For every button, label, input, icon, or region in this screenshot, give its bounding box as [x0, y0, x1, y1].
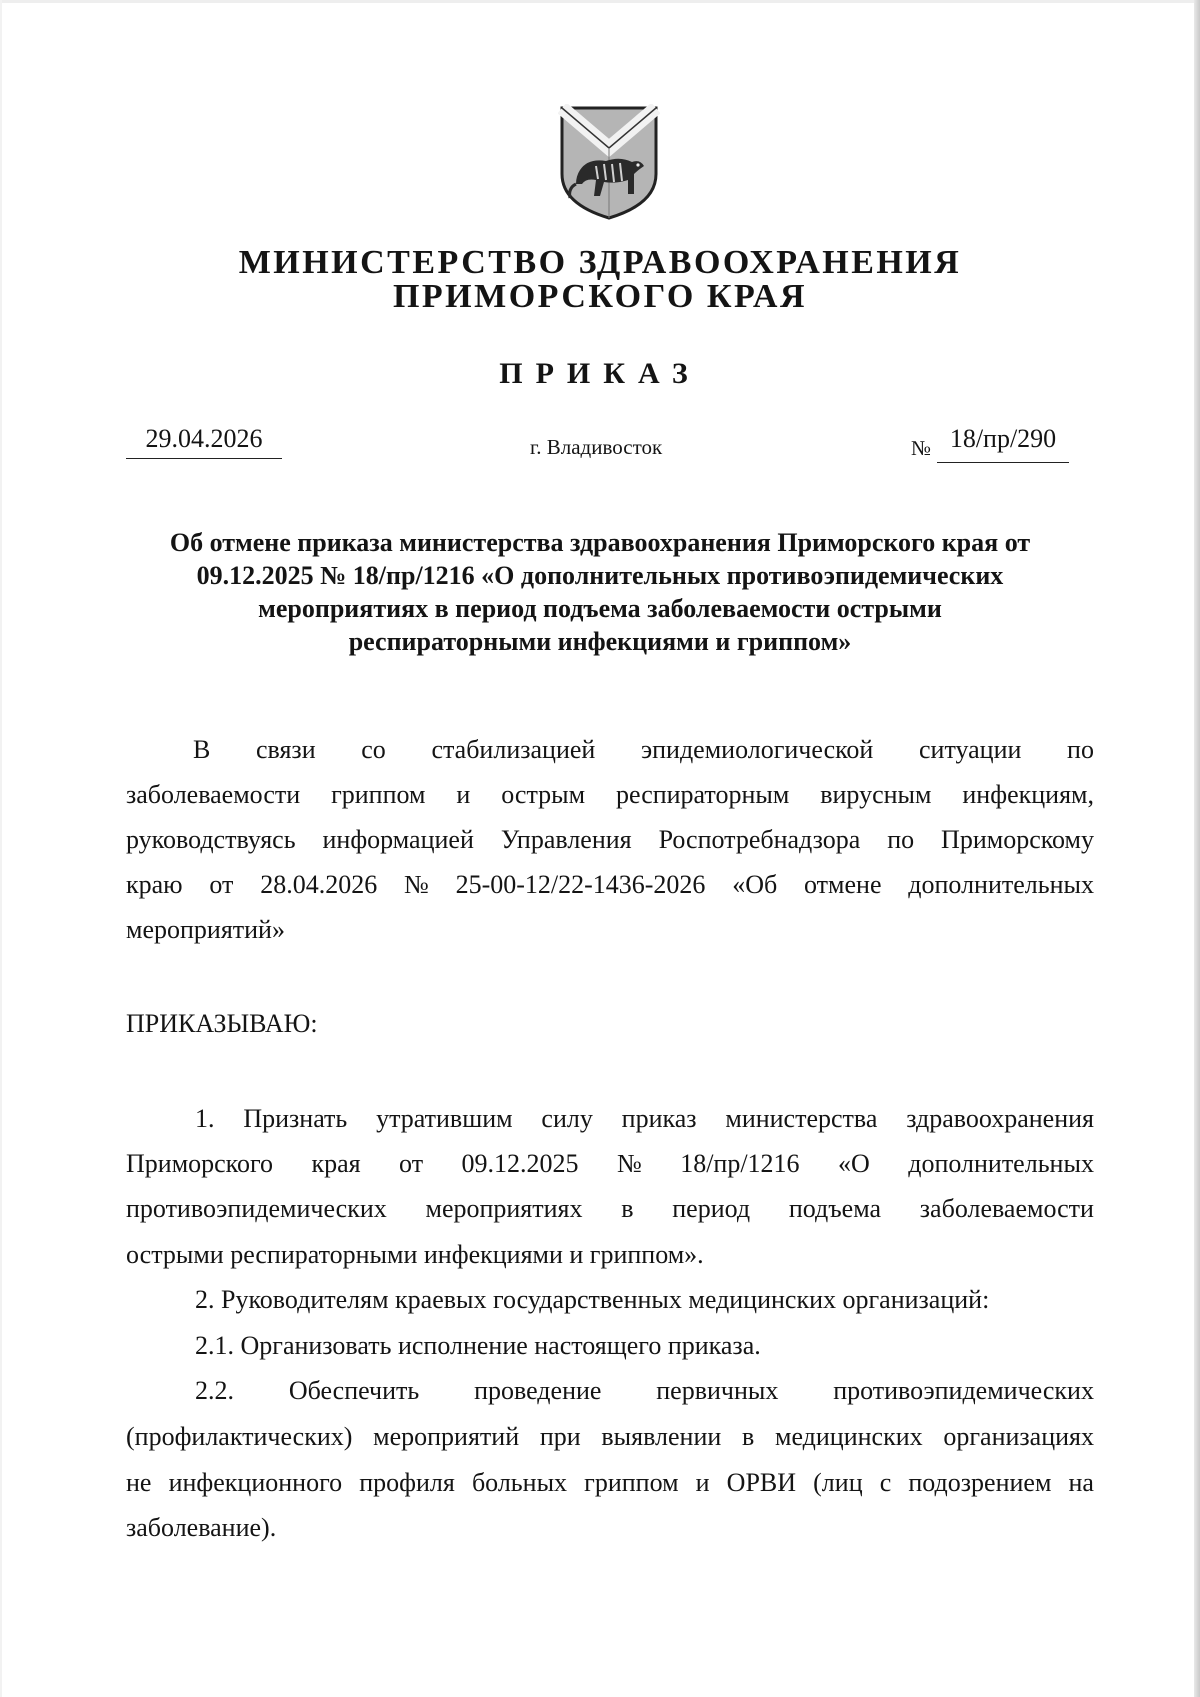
- word: на: [1068, 1468, 1094, 1497]
- item-2-2-line-3: [126, 1466, 1094, 1500]
- word: Приморскому: [941, 825, 1094, 854]
- scan-edge-right: [1194, 0, 1200, 1697]
- word: 28.04.2026: [260, 870, 378, 899]
- word: ОРВИ: [726, 1468, 797, 1497]
- word: в: [742, 1422, 755, 1451]
- item-1-line-1: [195, 1102, 1094, 1136]
- word: период: [672, 1194, 751, 1223]
- word: краю: [126, 870, 183, 899]
- preamble-line-1: [193, 733, 1094, 767]
- word: подъема: [788, 1194, 882, 1223]
- word: информацией: [322, 825, 474, 854]
- word: Приморского: [126, 1149, 274, 1178]
- ministry-line-2: ПРИМОРСКОГО КРАЯ: [392, 278, 808, 315]
- order-number: 18/пр/290: [937, 422, 1069, 463]
- word: профиля: [359, 1468, 455, 1497]
- item-2-1: 2.1. Организовать исполнение настоящего приказа.: [195, 1331, 761, 1360]
- preamble-line-3: [126, 823, 1094, 857]
- word: ситуации: [918, 735, 1022, 764]
- word: 1.: [195, 1104, 215, 1133]
- word: острым: [501, 780, 586, 809]
- word: от: [209, 870, 234, 899]
- scan-edge-top: [0, 0, 1200, 3]
- word: при: [539, 1422, 581, 1451]
- word: по: [1067, 735, 1094, 764]
- word: по: [887, 825, 915, 854]
- word: больных: [471, 1468, 568, 1497]
- order-city: г. Владивосток: [530, 435, 663, 459]
- word: силу: [541, 1104, 593, 1133]
- word: инфекционного: [168, 1468, 343, 1497]
- word: инфекциям,: [962, 780, 1094, 809]
- word: 25-00-12/22-1436-2026: [455, 870, 706, 899]
- word: от: [399, 1149, 424, 1178]
- word: Обеспечить: [288, 1376, 420, 1405]
- word: утратившим: [376, 1104, 513, 1133]
- item-1-line-3: [126, 1192, 1094, 1226]
- word: противоэпидемических: [126, 1194, 387, 1223]
- item-2-2-line-1: [195, 1374, 1094, 1408]
- word: №: [616, 1149, 642, 1178]
- word: гриппом: [584, 1468, 679, 1497]
- subject-line-3: мероприятиях в период подъема заболеваемости острыми: [258, 594, 942, 623]
- ministry-line-1: МИНИСТЕРСТВО ЗДРАВООХРАНЕНИЯ: [238, 244, 962, 281]
- order-date: 29.04.2026: [126, 422, 282, 459]
- word: организациях: [943, 1422, 1094, 1451]
- subject-line-2: 09.12.2025 № 18/пр/1216 «О дополнительных противоэпидемических: [196, 561, 1004, 590]
- word: руководствуясь: [126, 825, 296, 854]
- word: связи: [255, 735, 316, 764]
- word: стабилизацией: [431, 735, 596, 764]
- subject-line-1: Об отмене приказа министерства здравоохранения Приморского края от: [169, 528, 1031, 557]
- word: «О: [838, 1149, 870, 1178]
- word: первичных: [656, 1376, 779, 1405]
- word: 2.2.: [195, 1376, 234, 1405]
- word: мероприятий: [373, 1422, 520, 1451]
- word: медицинских: [775, 1422, 923, 1451]
- word: края: [311, 1149, 361, 1178]
- word: заболеваемости: [126, 780, 301, 809]
- word: выявлении: [601, 1422, 722, 1451]
- preamble-line-5: мероприятий»: [126, 915, 285, 944]
- word: Признать: [243, 1104, 348, 1133]
- scan-edge-left: [0, 0, 2, 1697]
- word: здравоохранения: [906, 1104, 1094, 1133]
- word: дополнительных: [908, 870, 1094, 899]
- word: вирусным: [820, 780, 932, 809]
- word: и: [695, 1468, 710, 1497]
- word: противоэпидемических: [833, 1376, 1094, 1405]
- word: «Об: [732, 870, 778, 899]
- word: отмене: [804, 870, 882, 899]
- word: не: [126, 1468, 152, 1497]
- item-1-line-2: [126, 1147, 1094, 1181]
- word: дополнительных: [908, 1149, 1094, 1178]
- word: респираторным: [616, 780, 790, 809]
- item-1-line-4: острыми респираторными инфекциями и гриппом».: [126, 1240, 704, 1269]
- preamble-line-4: [126, 868, 1094, 902]
- item-2-2-line-2: [126, 1420, 1094, 1454]
- word: №: [403, 870, 429, 899]
- word: проведение: [474, 1376, 602, 1405]
- word: заболеваемости: [919, 1194, 1094, 1223]
- word: Управления: [500, 825, 632, 854]
- word: со: [361, 735, 386, 764]
- word: (профилактических): [126, 1422, 353, 1451]
- word: 18/пр/1216: [680, 1149, 800, 1178]
- word: в: [621, 1194, 634, 1223]
- word: с: [879, 1468, 892, 1497]
- word: (лиц: [813, 1468, 863, 1497]
- item-2-2-line-4: заболевание).: [126, 1513, 277, 1542]
- number-sign: №: [911, 436, 932, 460]
- item-2: 2. Руководителям краевых государственных медицинских организаций:: [195, 1285, 990, 1314]
- word: и: [456, 780, 471, 809]
- word: подозрением: [908, 1468, 1052, 1497]
- order-directive: ПРИКАЗЫВАЮ:: [126, 1009, 318, 1038]
- word: 09.12.2025: [461, 1149, 579, 1178]
- word: приказ: [621, 1104, 697, 1133]
- document-type: ПРИКАЗ: [499, 357, 701, 390]
- subject-line-4: респираторными инфекциями и гриппом»: [348, 627, 852, 656]
- ministry-name: [100, 246, 1100, 314]
- preamble-line-2: [126, 778, 1094, 812]
- word: гриппом: [331, 780, 426, 809]
- word: Роспотребнадзора: [658, 825, 861, 854]
- word: В: [193, 735, 211, 764]
- coat-of-arms-emblem: [558, 104, 660, 222]
- word: эпидемиологической: [640, 735, 874, 764]
- word: министерства: [725, 1104, 878, 1133]
- order-subject: [100, 526, 1100, 658]
- word: мероприятиях: [425, 1194, 583, 1223]
